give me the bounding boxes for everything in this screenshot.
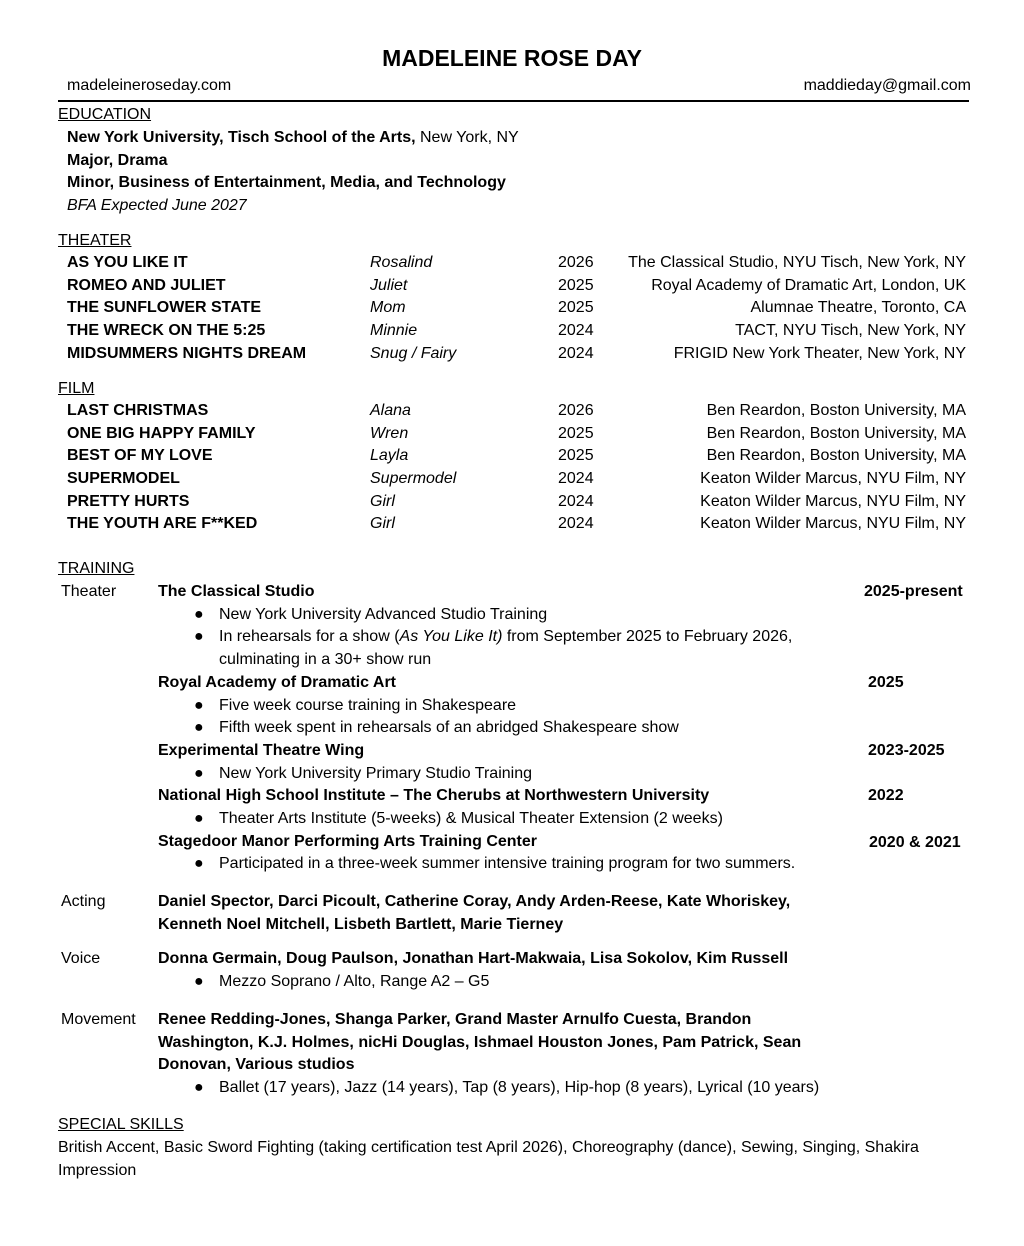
credit-venue: Ben Reardon, Boston University, MA: [706, 402, 966, 419]
skills-text: British Accent, Basic Sword Fighting (taking certification test April 2026), Choreography (dance), Sewing, Singing, Shakira Impression: [58, 1139, 919, 1179]
theater-row: [0, 275, 1024, 298]
credit-title: BEST OF MY LOVE: [67, 447, 213, 465]
program-name: The Classical Studio: [158, 583, 315, 600]
voice-teachers: Donna Germain, Doug Paulson, Jonathan Hart-Makwaia, Lisa Sokolov, Kim Russell ● Mezzo Soprano / Alto, Range A2 – G5: [158, 948, 808, 993]
program-years: 2022: [868, 787, 904, 804]
education-expected: BFA Expected June 2027: [67, 197, 247, 215]
bullet-icon: ●: [194, 810, 204, 828]
theater-row: [0, 252, 1024, 275]
credit-year: 2026: [558, 402, 594, 419]
program-bullets: [158, 695, 858, 740]
film-table: [0, 400, 1024, 536]
credit-role: Girl: [370, 515, 395, 533]
bullet-item: ● In rehearsals for a show (As You Like It) from September 2025 to February 2026, culminating in a 30+ show run: [194, 628, 793, 669]
credit-venue: Royal Academy of Dramatic Art, London, UK: [651, 276, 966, 294]
bullet-icon: ●: [194, 855, 204, 873]
credit-role: Alana: [370, 402, 411, 419]
credit-role: Girl: [370, 492, 395, 510]
film-row: [0, 423, 1024, 446]
bullet-icon: ●: [194, 696, 204, 714]
program-years: 2025: [868, 674, 904, 691]
credit-year: 2024: [558, 492, 594, 510]
credit-title: AS YOU LIKE IT: [67, 254, 188, 271]
credit-venue: FRIGID New York Theater, New York, NY: [673, 344, 966, 362]
film-heading: FILM: [58, 380, 95, 397]
bullet-item: ● Mezzo Soprano / Alto, Range A2 – G5: [158, 971, 808, 994]
credit-year: 2024: [558, 344, 594, 362]
theater-heading: THEATER: [58, 232, 132, 249]
bullet-item: ● Theater Arts Institute (5-weeks) & Musical Theater Extension (2 weeks): [158, 808, 858, 831]
credit-venue: The Classical Studio, NYU Tisch, New York, NY: [628, 254, 966, 271]
credit-year: 2024: [558, 515, 594, 533]
bullet-icon: ●: [194, 719, 204, 737]
film-row: [0, 400, 1024, 423]
credit-role: Wren: [370, 424, 409, 442]
theater-row: [0, 297, 1024, 320]
header-divider: [58, 100, 969, 102]
credit-year: 2024: [558, 470, 594, 488]
bullet-item: ● Participated in a three-week summer intensive training program for two summers.: [158, 853, 858, 876]
credit-title: PRETTY HURTS: [67, 492, 190, 510]
movement-bullets: [158, 1077, 878, 1100]
bullet-icon: ●: [194, 972, 204, 990]
credit-role: Layla: [370, 447, 409, 465]
training-heading: TRAINING: [58, 560, 135, 577]
film-row: [0, 468, 1024, 491]
credit-venue: Ben Reardon, Boston University, MA: [706, 447, 966, 465]
theater-row: [0, 320, 1024, 343]
credit-title: THE WRECK ON THE 5:25: [67, 322, 266, 340]
credit-year: 2025: [558, 299, 594, 317]
film-row: [0, 445, 1024, 468]
credit-venue: Keaton Wilder Marcus, NYU Film, NY: [700, 492, 966, 510]
bullet-item: ● New York University Primary Studio Training: [158, 763, 858, 786]
film-row: [0, 513, 1024, 536]
website-text: madeleineroseday.com: [67, 77, 232, 94]
theater-row: [0, 343, 1024, 366]
program-bullets: [158, 853, 858, 876]
credit-title: LAST CHRISTMAS: [67, 402, 209, 419]
credit-title: THE SUNFLOWER STATE: [67, 299, 262, 317]
resume-name: MADELEINE ROSE DAY: [382, 45, 642, 71]
program-years: 2020 & 2021: [869, 834, 961, 851]
email-text: maddieday@gmail.com: [803, 77, 971, 94]
education-location: New York, NY: [419, 129, 519, 146]
film-row: [0, 491, 1024, 514]
theater-training-block: [158, 581, 858, 876]
credit-venue: Keaton Wilder Marcus, NYU Film, NY: [700, 470, 966, 488]
bullet-icon: ●: [194, 628, 204, 646]
bullet-icon: ●: [194, 605, 204, 623]
program-name: Royal Academy of Dramatic Art: [158, 673, 396, 691]
program-years: 2023-2025: [868, 742, 945, 759]
credit-venue: TACT, NYU Tisch, New York, NY: [735, 322, 966, 340]
credit-role: Minnie: [370, 322, 418, 340]
training-voice-label: Voice: [61, 950, 101, 967]
credit-venue: Keaton Wilder Marcus, NYU Film, NY: [700, 515, 966, 533]
credit-title: THE YOUTH ARE F**KED: [67, 515, 258, 533]
training-acting-label: Acting: [61, 893, 106, 910]
program-name: National High School Institute – The Cherubs at Northwestern University: [158, 787, 710, 805]
bullet-item: ● New York University Advanced Studio Training: [158, 604, 858, 627]
education-minor: Minor, Business of Entertainment, Media, and Technology: [67, 174, 506, 192]
credit-title: ONE BIG HAPPY FAMILY: [67, 424, 256, 442]
education-major: Major, Drama: [67, 151, 168, 169]
credit-title: ROMEO AND JULIET: [67, 276, 226, 294]
credit-year: 2025: [558, 276, 594, 294]
bullet-item: ● Five week course training in Shakespeare: [158, 695, 858, 718]
training-theater-label: Theater: [61, 583, 117, 600]
program-bullets: [158, 808, 858, 831]
education-school: New York University, Tisch School of the Arts,: [67, 129, 416, 146]
credit-role: Mom: [370, 299, 406, 317]
skills-heading: SPECIAL SKILLS: [58, 1116, 184, 1133]
education-heading: EDUCATION: [58, 106, 152, 123]
credit-title: SUPERMODEL: [67, 470, 180, 488]
credit-year: 2024: [558, 322, 594, 340]
credit-venue: Ben Reardon, Boston University, MA: [706, 424, 966, 442]
credit-role: Supermodel: [370, 470, 457, 488]
credit-role: Rosalind: [370, 254, 433, 271]
bullet-icon: ●: [194, 764, 204, 782]
program-name: Stagedoor Manor Performing Arts Training Center: [158, 832, 538, 850]
credit-title: MIDSUMMERS NIGHTS DREAM: [67, 344, 307, 362]
program-bullets: [158, 604, 858, 672]
bullet-item: ● Fifth week spent in rehearsals of an abridged Shakespeare show: [158, 717, 858, 740]
credit-venue: Alumnae Theatre, Toronto, CA: [750, 299, 966, 317]
education-block: [67, 127, 519, 218]
program-bullets: [158, 763, 858, 786]
acting-teachers: Daniel Spector, Darci Picoult, Catherine Coray, Andy Arden-Reese, Kate Whoriskey, Kenneth Noel Mitchell, Lisbeth Bartlett, Marie Tierney: [158, 893, 791, 933]
bullet-icon: ●: [194, 1079, 204, 1097]
program-years: 2025-present: [864, 583, 963, 600]
movement-teachers: Renee Redding-Jones, Shanga Parker, Grand Master Arnulfo Cuesta, Brandon Washington, K.J. Holmes, nicHi Douglas, Ishmael Houston Jones, Pam Patrick, Sean Donovan, Various studios ● Ballet (17 years), Jazz (14 years), Tap (8 years), Hip-hop (8 years), Lyrical (10 years): [158, 1009, 878, 1100]
credit-year: 2025: [558, 424, 594, 442]
voice-bullets: [158, 971, 808, 994]
credit-role: Juliet: [370, 276, 408, 294]
credit-year: 2025: [558, 447, 594, 465]
bullet-item: ● Ballet (17 years), Jazz (14 years), Tap (8 years), Hip-hop (8 years), Lyrical (10 years): [158, 1077, 878, 1100]
program-name: Experimental Theatre Wing: [158, 741, 365, 759]
theater-table: [0, 252, 1024, 365]
credit-year: 2026: [558, 254, 594, 271]
training-movement-label: Movement: [61, 1011, 136, 1028]
credit-role: Snug / Fairy: [370, 344, 457, 362]
